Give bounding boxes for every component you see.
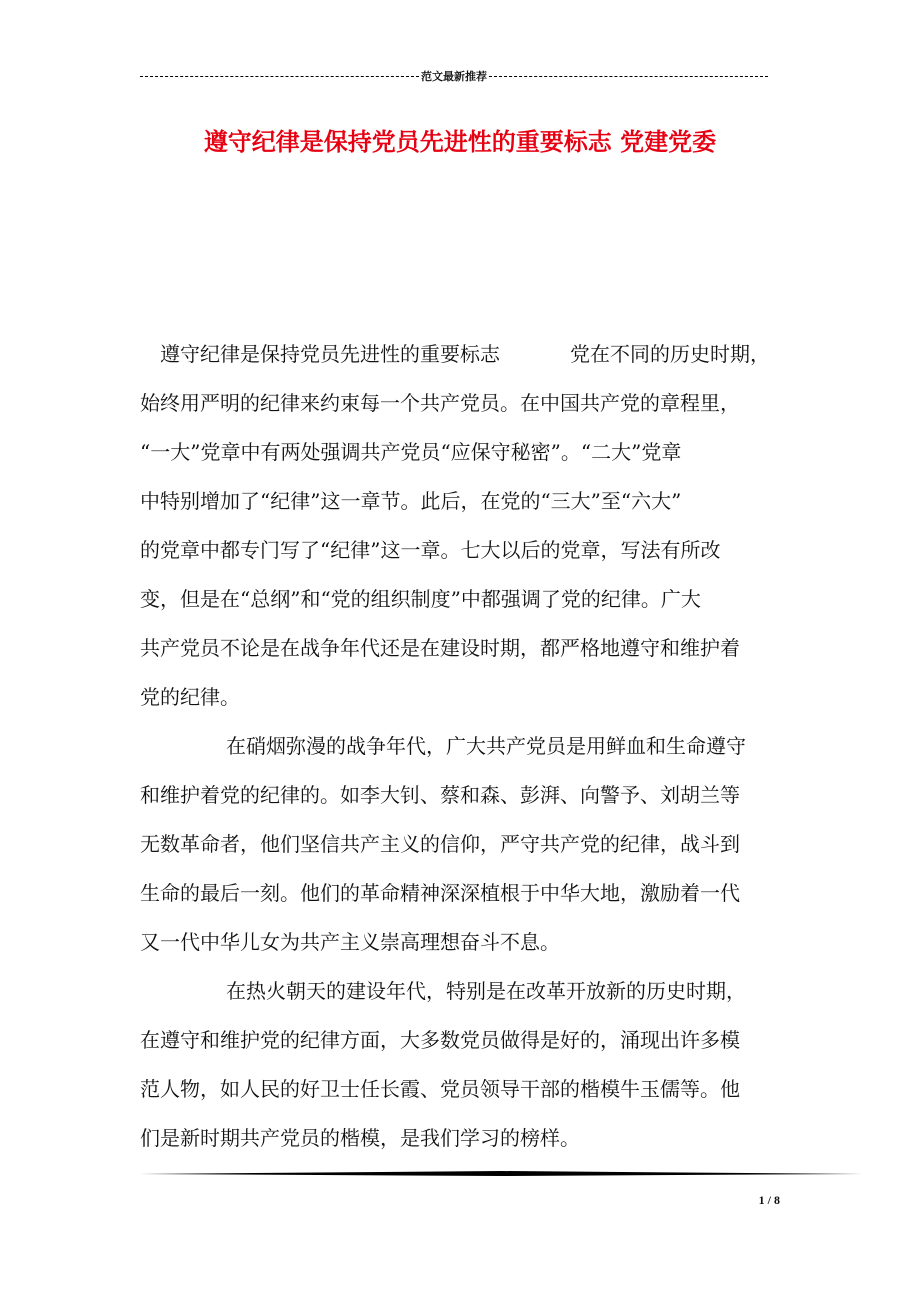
header-text: 范文最新推荐 xyxy=(421,70,487,83)
paragraph-line: 变，但是在“总纲”和“党的组织制度”中都强调了党的纪律。广大 xyxy=(140,587,701,611)
paragraph-1-lead: 遵守纪律是保持党员先进性的重要标志 xyxy=(160,342,500,366)
paragraph-2-first-line: 在硝烟弥漫的战争年代，广大共产党员是用鲜血和生命遵守 xyxy=(226,734,746,758)
paragraph-line: 始终用严明的纪律来约束每一个共产党员。在中国共产党的章程里， xyxy=(140,391,740,415)
paragraph-line: 共产党员不论是在战争年代还是在建设时期，都严格地遵守和维护着 xyxy=(140,636,740,660)
paragraph-3-first-line: 在热火朝天的建设年代，特别是在改革开放新的历史时期， xyxy=(226,979,746,1003)
header-dash-left xyxy=(140,76,419,77)
paragraph-line: 在遵守和维护党的纪律方面，大多数党员做得是好的，涌现出许多模 xyxy=(140,1028,740,1052)
header-dash-right xyxy=(489,76,768,77)
paragraph-line: 和维护着党的纪律的。如李大钊、蔡和森、彭湃、向警予、刘胡兰等 xyxy=(140,783,740,807)
paragraph-1-lead-rest: 党在不同的历史时期， xyxy=(570,342,770,366)
paragraph-line: 党的纪律。 xyxy=(140,685,240,709)
paragraph-line: 无数革命者，他们坚信共产主义的信仰，严守共产党的纪律，战斗到 xyxy=(140,832,740,856)
page-number: 1 / 8 xyxy=(758,1193,780,1207)
page-header xyxy=(140,68,768,84)
paragraph-line: 范人物，如人民的好卫士任长霞、党员领导干部的楷模牛玉儒等。他 xyxy=(140,1077,740,1101)
paragraph-line: 生命的最后一刻。他们的革命精神深深植根于中华大地，激励着一代 xyxy=(140,881,740,905)
document-title: 遵守纪律是保持党员先进性的重要标志 党建党委 xyxy=(203,127,717,156)
footer-divider xyxy=(140,1171,863,1176)
paragraph-line: 的党章中都专门写了“纪律”这一章。七大以后的党章，写法有所改 xyxy=(140,538,721,562)
paragraph-line: “一大”党章中有两处强调共产党员“应保守秘密”。“二大”党章 xyxy=(140,440,682,464)
document-body xyxy=(140,330,790,1163)
paragraph-line: 中特别增加了“纪律”这一章节。此后，在党的“三大”至“六大” xyxy=(140,489,682,513)
paragraph-1-first-line xyxy=(140,330,790,379)
paragraph-line: 又一代中华儿女为共产主义崇高理想奋斗不息。 xyxy=(140,930,560,954)
paragraph-line: 们是新时期共产党员的楷模，是我们学习的榜样。 xyxy=(140,1126,580,1150)
